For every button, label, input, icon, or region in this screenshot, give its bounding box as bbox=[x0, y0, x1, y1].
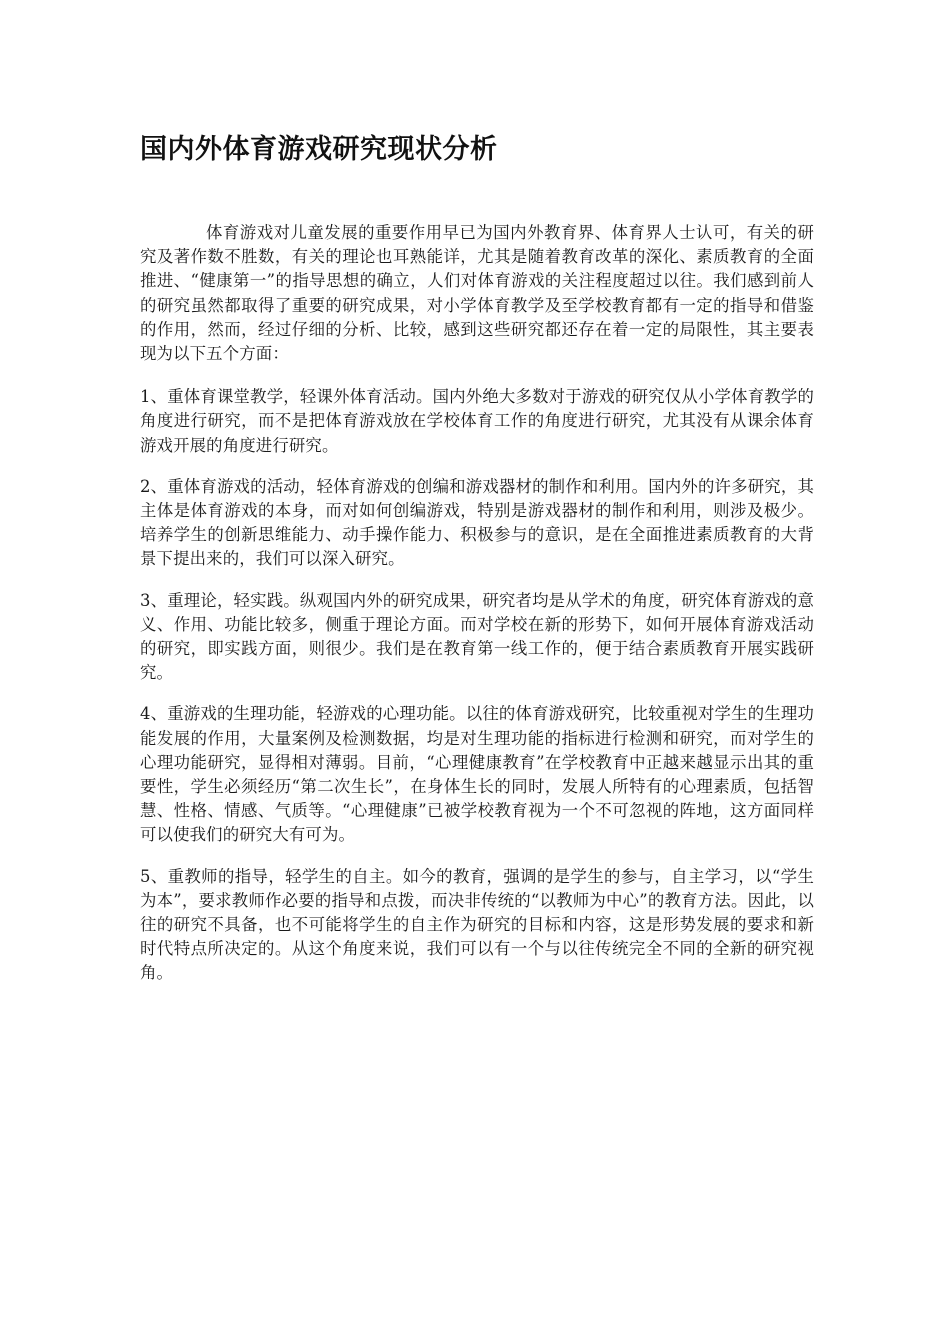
document-body bbox=[140, 221, 814, 1003]
document-title: 国内外体育游戏研究现状分析 bbox=[140, 134, 498, 165]
intro-paragraph: 体育游戏对儿童发展的重要作用早已为国内外教育界、体育界人士认可，有关的研究及著作数不胜数，有关的理论也耳熟能详，尤其是随着教育改革的深化、素质教育的全面推进、“健康第一”的指导思想的确立，人们对体育游戏的关注程度超过以往。我们感到前人的研究虽然都取得了重要的研究成果，对小学体育教学及至学校教育都有一定的指导和借鉴的作用，然而，经过仔细的分析、比较，感到这些研究都还存在着一定的局限性，其主要表现为以下五个方面： bbox=[140, 223, 814, 364]
point-3-paragraph: 3、重理论，轻实践。纵观国内外的研究成果，研究者均是从学术的角度，研究体育游戏的意义、作用、功能比较多，侧重于理论方面。而对学校在新的形势下，如何开展体育游戏活动的研究，即实践方面，则很少。我们是在教育第一线工作的，便于结合素质教育开展实践研究。 bbox=[140, 590, 814, 683]
point-4-paragraph: 4、重游戏的生理功能，轻游戏的心理功能。以往的体育游戏研究，比较重视对学生的生理功能发展的作用，大量案例及检测数据，均是对生理功能的指标进行检测和研究，而对学生的心理功能研究，显得相对薄弱。目前，“心理健康教育”在学校教育中正越来越显示出其的重要性，学生必须经历“第二次生长”，在身体生长的同时，发展人所特有的心理素质，包括智慧、性格、情感、气质等。“心理健康”已被学校教育视为一个不可忽视的阵地，这方面同样可以使我们的研究大有可为。 bbox=[140, 704, 814, 845]
point-1-paragraph: 1、重体育课堂教学，轻课外体育活动。国内外绝大多数对于游戏的研究仅从小学体育教学的角度进行研究，而不是把体育游戏放在学校体育工作的角度进行研究，尤其没有从课余体育游戏开展的角度进行研究。 bbox=[140, 387, 814, 455]
point-5-paragraph: 5、重教师的指导，轻学生的自主。如今的教育，强调的是学生的参与，自主学习，以“学生为本”，要求教师作必要的指导和点拨，而决非传统的“以教师为中心”的教育方法。因此，以往的研究不具备，也不可能将学生的自主作为研究的目标和内容，这是形势发展的要求和新时代特点所决定的。从这个角度来说，我们可以有一个与以往传统完全不同的全新的研究视角。 bbox=[140, 866, 814, 983]
point-2-paragraph: 2、重体育游戏的活动，轻体育游戏的创编和游戏器材的制作和利用。国内外的许多研究，其主体是体育游戏的本身，而对如何创编游戏，特别是游戏器材的制作和利用，则涉及极少。培养学生的创新思维能力、动手操作能力、积极参与的意识，是在全面推进素质教育的大背景下提出来的，我们可以深入研究。 bbox=[140, 476, 814, 569]
